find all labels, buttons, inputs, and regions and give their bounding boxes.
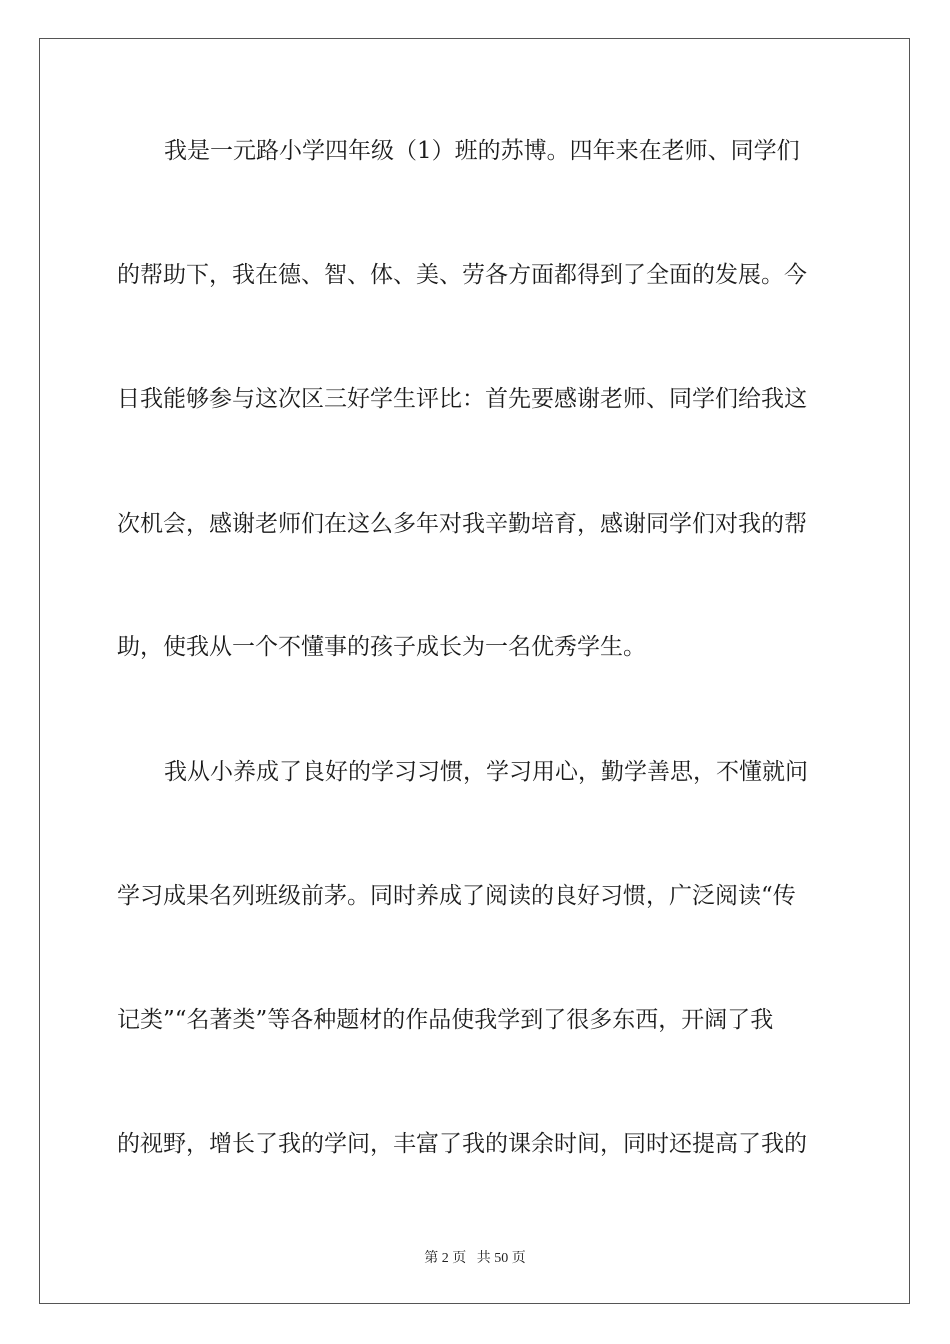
paragraph-1-line-5: 助，使我从一个不懂事的孩子成长为一名优秀学生。 [117, 634, 646, 660]
paragraph-1-line-3: 日我能够参与这次区三好学生评比：首先要感谢老师、同学们给我这 [117, 386, 807, 412]
page-total: 共 50 页 [476, 1251, 526, 1266]
paragraph-2-line-4: 的视野，增长了我的学问，丰富了我的课余时间，同时还提高了我的 [117, 1131, 807, 1157]
paragraph-1-line-4: 次机会，感谢老师们在这么多年对我辛勤培育，感谢同学们对我的帮 [117, 511, 807, 537]
paragraph-1-line-1: 我是一元路小学四年级（1）班的苏博。四年来在老师、同学们 [164, 138, 800, 164]
paragraph-2-line-1: 我从小养成了良好的学习习惯，学习用心，勤学善思，不懂就问 [164, 759, 808, 785]
page-border [39, 38, 910, 1304]
page-footer [0, 1247, 950, 1267]
paragraph-2-line-2: 学习成果名列班级前茅。同时养成了阅读的良好习惯，广泛阅读“传 [117, 883, 796, 909]
paragraph-1-line-2: 的帮助下，我在德、智、体、美、劳各方面都得到了全面的发展。今 [117, 262, 807, 288]
paragraph-2-line-3: 记类”“名著类”等各种题材的作品使我学到了很多东西，开阔了我 [117, 1007, 774, 1033]
page-number: 第 2 页 [424, 1251, 467, 1266]
